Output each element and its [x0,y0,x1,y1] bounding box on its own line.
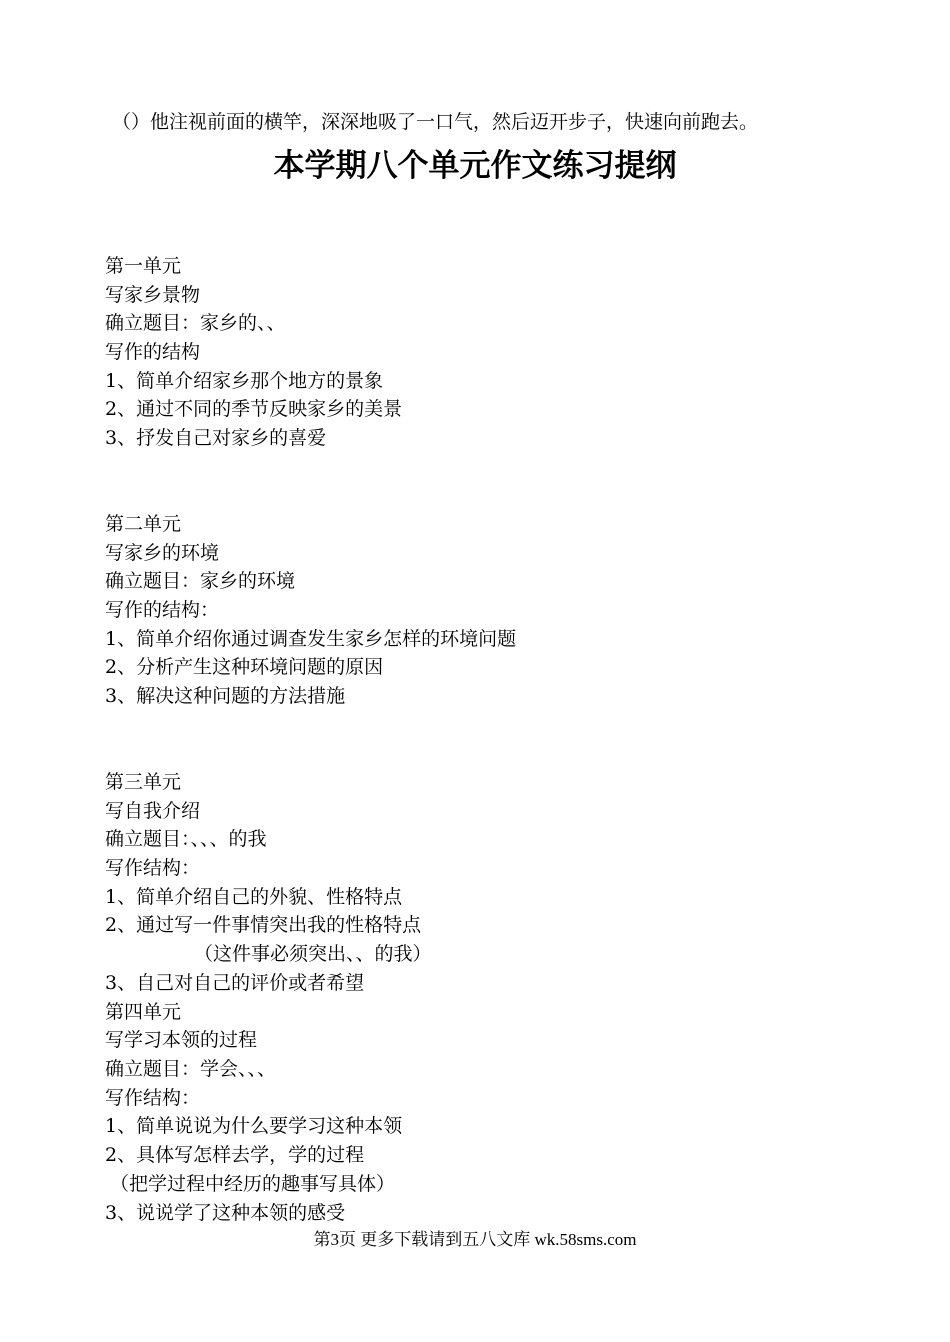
unit-2-point: 1、简单介绍你通过调查发生家乡怎样的环境问题 [105,628,517,650]
page-footer: 第3页 更多下载请到五八文库 wk.58sms.com [313,1230,637,1249]
unit-3-name: 第三单元 [105,771,182,793]
unit-2-name: 第二单元 [105,513,182,535]
unit-2-topic: 写家乡的环境 [105,542,220,564]
previous-exercise-line: （）他注视前面的横竿，深深地吸了一口气，然后迈开步子，快速向前跑去。 [112,111,759,133]
unit-4-point-note: （把学过程中经历的趣事写具体） [110,1173,396,1195]
unit-3-point-note: （这件事必须突出、、的我） [194,943,432,965]
unit-1-structure-label: 写作的结构 [105,341,201,363]
unit-4-heading: 确立题目：学会、、、 [105,1058,277,1080]
unit-1-heading: 确立题目：家乡的、、 [105,312,286,334]
unit-3-topic: 写自我介绍 [105,800,201,822]
unit-4-point: 2、具体写怎样去学，学的过程 [105,1144,365,1166]
unit-2-point: 2、分析产生这种环境问题的原因 [105,656,384,678]
unit-1-name: 第一单元 [105,255,182,277]
unit-3-heading: 确立题目：、、、的我 [105,828,267,850]
unit-1-topic: 写家乡景物 [105,284,201,306]
unit-1-point: 2、通过不同的季节反映家乡的美景 [105,398,403,420]
unit-3-point: 1、简单介绍自己的外貌、性格特点 [105,886,403,908]
unit-4-structure-label: 写作结构： [105,1087,201,1109]
page-title: 本学期八个单元作文练习提纲 [273,148,677,184]
unit-4-name: 第四单元 [105,1001,182,1023]
unit-1-point: 1、简单介绍家乡那个地方的景象 [105,370,384,392]
unit-2-heading: 确立题目：家乡的环境 [105,570,296,592]
unit-4-point: 1、简单说说为什么要学习这种本领 [105,1115,403,1137]
unit-1-point: 3、抒发自己对家乡的喜爱 [105,427,327,449]
unit-4-topic: 写学习本领的过程 [105,1029,258,1051]
unit-2-point: 3、解决这种问题的方法措施 [105,685,346,707]
unit-3-structure-label: 写作结构： [105,857,201,879]
unit-3-point: 2、通过写一件事情突出我的性格特点 [105,914,422,936]
unit-2-structure-label: 写作的结构： [105,599,220,621]
unit-4-point: 3、说说学了这种本领的感受 [105,1202,346,1224]
unit-3-point: 3、自己对自己的评价或者希望 [105,972,365,994]
